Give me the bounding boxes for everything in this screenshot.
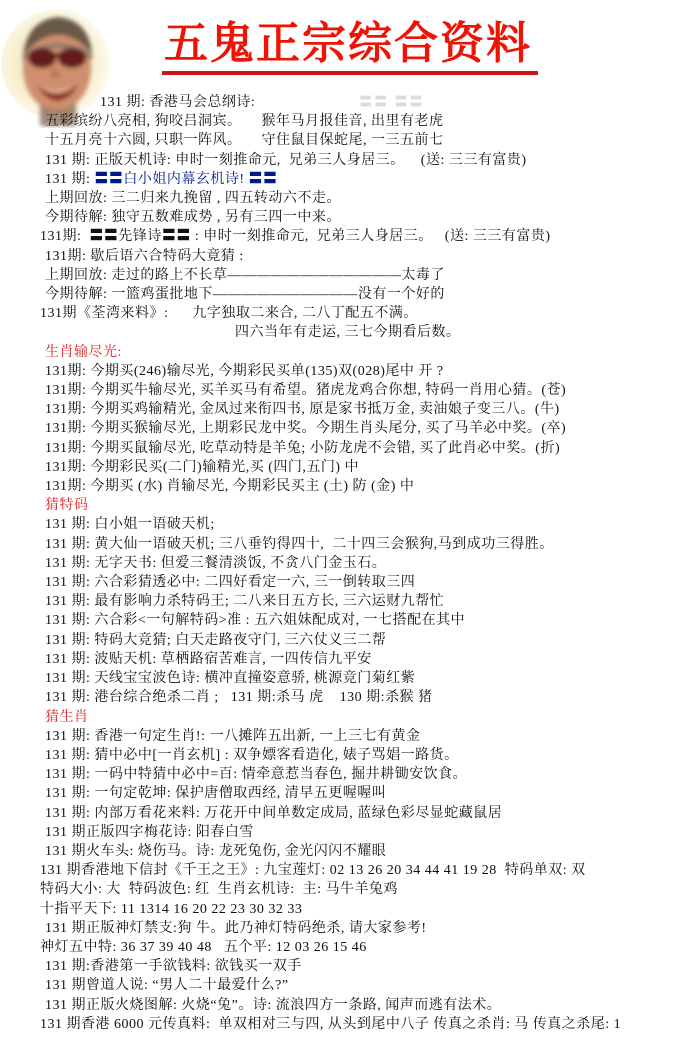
content-body [0,92,698,1034]
text-line: 131 期: 波贴天机: 草栖路宿苦难言, 一四传信九平安 [45,651,372,667]
text-line: 131期: 今期买鼠输尽光, 吃草动特是羊兔; 小防龙虎不会错, 买了此肖必中奖。(折) [45,440,561,456]
text-line: 131期: 今期彩民买(二门)输精光,买 (四门,五门) 中 [45,459,360,475]
text-line-masthead [100,92,698,112]
text-line: 131期: 今期买(246)输尽光, 今期彩民买单(135)双(028)尾中 开 ? [45,363,444,379]
text-line: 131 期正版神灯禁支:狗 牛。此乃神灯特码绝杀, 请大家参考! [45,920,427,936]
navy-verse: 〓〓白小姐内幕玄机诗! 〓〓 [94,171,278,187]
masthead-text: 131 期: 香港马会总纲诗: [100,95,256,110]
text-line: 131 期: 特码大竞猜; 白天走路夜守门, 三六仗义三二帮 [45,632,387,648]
text-line: 五彩缤纷八亮相, 狗咬吕洞宾。 猴年马月报佳音, 出里有老虎 [45,114,444,130]
line-prefix: 131 期: [45,171,95,187]
text-line: 131 期: 正版天机诗: 申时一刻推命元, 兄弟三人身居三。 (送: 三三有富贵) [45,152,527,168]
text-line: 131 期曾道人说: “男人二十最爱什么?” [45,978,289,994]
text-line: 131 期: 一句定乾坤: 保护唐僧取西经, 清早五更喔喔叫 [45,786,387,802]
text-line: 131期: 今期买牛输尽光, 买羊买马有希望。猪虎龙鸡合你想, 特码一肖用心猜。(苍) [45,383,567,399]
text-line: 131 期: 猜中必中[一肖玄机] : 双争嫖客看造化, 婊子骂娼一路货。 [45,747,459,763]
text-line: 131 期:香港第一手欲钱料: 欲钱买一双手 [45,959,302,975]
ghost-marks: 〓〓 〓〓 [359,94,425,109]
page-header [0,0,698,92]
text-line-baixiaojie [45,170,698,189]
text-line: 131期: 今期买鸡输精光, 金凤过来衔四书, 原是家书抵万金, 卖油娘子变三八。(牛) [45,402,560,418]
text-line: 四六当年有走运, 三七今期看后数。 [235,325,461,341]
text-line: 131 期: 最有影响力杀特码王; 二八来日五方长, 三六运财九帮忙 [45,594,445,610]
text-line: 131 期火车头: 烧伤马。诗: 龙死兔伤, 金光闪闪不耀眼 [45,843,387,859]
text-line: 131 期正版火烧图解: 火烧“兔”。诗: 流浪四方一条路, 闻声而逃有法术。 [45,997,502,1013]
text-line: 神灯五中特: 36 37 39 40 48 五个平: 12 03 26 15 46 [40,939,367,955]
text-line: 131 期: 香港一句定生肖!: 一八摊阵五出新, 一上三七有黄金 [45,728,421,744]
text-line: 131期: 〓〓先锋诗〓〓 : 申时一刻推命元, 兄弟三人身居三。 (送: 三三有富贵) [40,229,551,245]
section-heading-shengxiao-shujin: 生肖输尽光: [45,344,122,360]
text-line: 131期: 今期买 (水) 肖输尽光, 今期彩民买主 (土) 防 (金) 中 [45,479,415,495]
section-heading-cai-shengxiao: 猜生肖 [45,709,89,725]
text-line: 131期《荃湾来料》: 九字独取二来合, 二八丁配五不满。 [40,306,418,322]
text-line: 131 期: 内部万看花来料: 万花开中间单数定成局, 蓝绿色彩尽显蛇藏鼠居 [45,805,503,821]
text-line: 今期待解: 独守五数难成势 , 另有三四一中来。 [45,210,341,226]
text-line: 十指平天下: 11 1314 16 20 22 23 30 32 33 [40,901,303,917]
text-line: 131 期: 无字天书: 但爱三餐清淡饭, 不贪八门金玉石。 [45,555,387,571]
text-line: 131 期: 港台综合绝杀二肖 ; 131 期:杀马 虎 130 期:杀猴 猪 [45,690,433,706]
text-line: 131 期: 六合彩<一句解特码>准 : 五六姐妹配成对, 一七搭配在其中 [45,613,466,629]
section-heading-cai-tema: 猜特码 [45,498,89,514]
text-line: 今期待解: 一篮鸡蛋批地下——————————没有一个好的 [45,287,445,303]
text-line: 131 期正版四字梅花诗: 阳春白雪 [45,824,254,840]
page-title: 五鬼正宗综合资料 [162,20,538,75]
text-line: 131 期: 白小姐一语破天机; [45,517,215,533]
text-line: 131期: 歇后语六合特码大竟猜 : [45,248,244,264]
text-line: 131期: 今期买猴输尽光, 上期彩民龙中奖。今期生肖头尾分, 买了马羊必中奖。(卒) [45,421,567,437]
text-line: 131 期: 黄大仙一语破天机; 三八垂钓得四十, 二十四三会猴狗,马到成功三得胜。 [45,536,554,552]
text-line: 特码大小: 大 特码波色: 红 生肖玄机诗: 主: 马牛羊兔鸡 [40,882,399,898]
text-line: 131 期香港 6000 元传真料: 单双相对三与四, 从头到尾中八子 传真之杀肖: 马 传真之杀尾: 1 [40,1016,622,1032]
text-line: 131 期香港地下信封《千王之王》: 九宝莲灯: 02 13 26 20 34 44 41 19 28 特码单双: 双 [40,863,586,879]
text-line: 上期回放: 三二归来九挽留 , 四五转动六不走。 [45,191,341,207]
text-line: 131 期: 一码中特猜中必中=百: 情牵意惹当春色, 掘井耕锄安饮食。 [45,767,468,783]
text-line: 上期回放: 走过的路上不长草————————————太毒了 [45,267,445,283]
text-line: 131 期: 六合彩猜透必中: 二四好看定一六, 三一倒转取三四 [45,575,416,591]
text-line: 十五月亮十六圆, 只职一阵风。 守住鼠目保蛇尾, 一三五前七 [45,133,444,149]
text-line: 131 期: 天线宝宝波色诗: 横冲直撞姿意骄, 桃源竞门菊红紫 [45,671,416,687]
